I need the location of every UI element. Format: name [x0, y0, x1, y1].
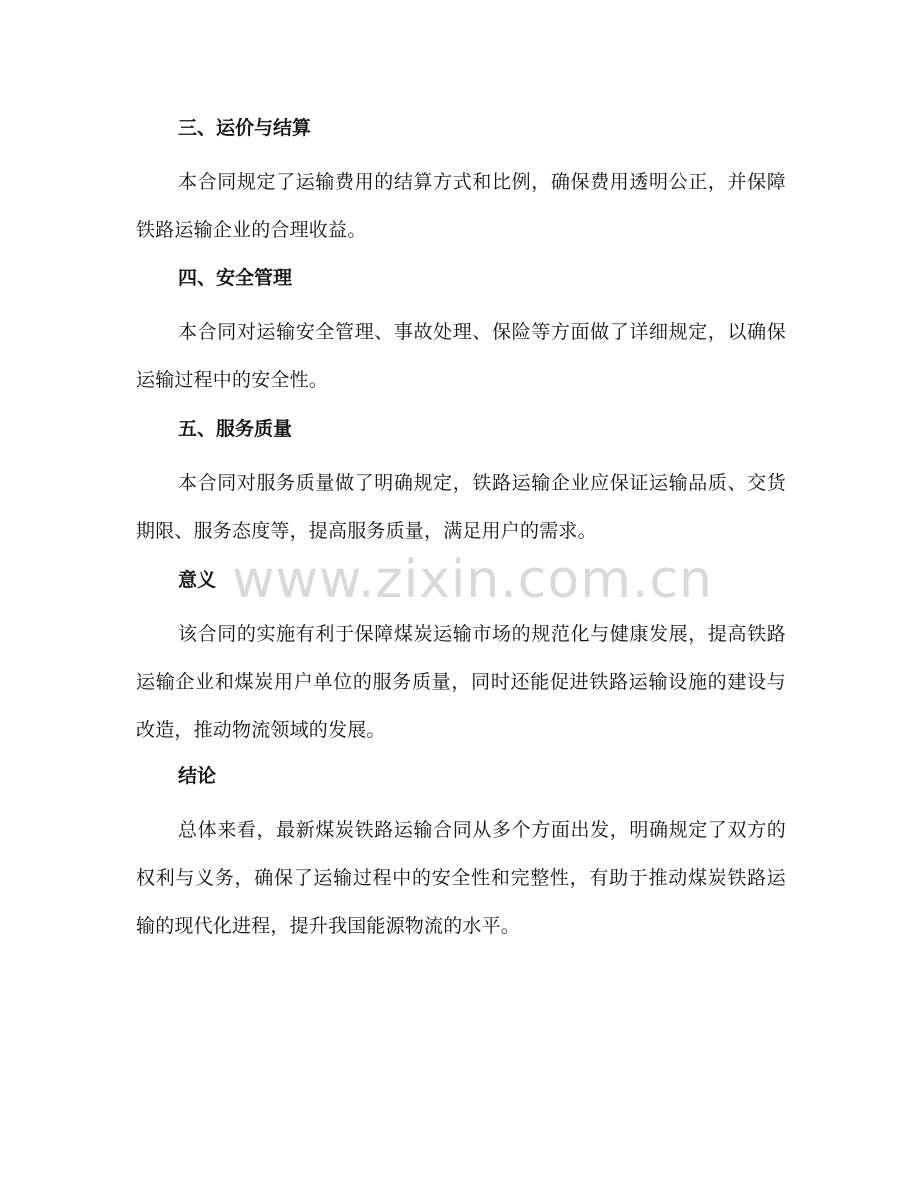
watermark: www.zixin.com.cn	[232, 550, 713, 610]
section-paragraph-service: 本合同对服务质量做了明确规定，铁路运输企业应保证运输品质、交货期限、服务态度等，提高服务质量，满足用户的需求。	[136, 472, 786, 542]
section-heading-safety: 四、安全管理	[178, 267, 293, 289]
section-paragraph-safety: 本合同对运输安全管理、事故处理、保险等方面做了详细规定，以确保运输过程中的安全性。	[136, 321, 786, 391]
section-heading-conclusion: 结论	[178, 765, 217, 787]
section-heading-service: 五、服务质量	[178, 418, 293, 440]
section-paragraph-significance: 该合同的实施有利于保障煤炭运输市场的规范化与健康发展，提高铁路运输企业和煤炭用户单位的服务质量，同时还能促进铁路运输设施的建设与改造，推动物流领域的发展。	[136, 623, 786, 741]
section-heading-significance: 意义	[178, 569, 217, 591]
section-paragraph-conclusion: 总体来看，最新煤炭铁路运输合同从多个方面出发，明确规定了双方的权利与义务，确保了运输过程中的安全性和完整性，有助于推动煤炭铁路运输的现代化进程，提升我国能源物流的水平。	[136, 819, 786, 937]
section-heading-pricing: 三、运价与结算	[178, 117, 312, 139]
section-paragraph-pricing: 本合同规定了运输费用的结算方式和比例，确保费用透明公正，并保障铁路运输企业的合理收益。	[136, 171, 786, 241]
